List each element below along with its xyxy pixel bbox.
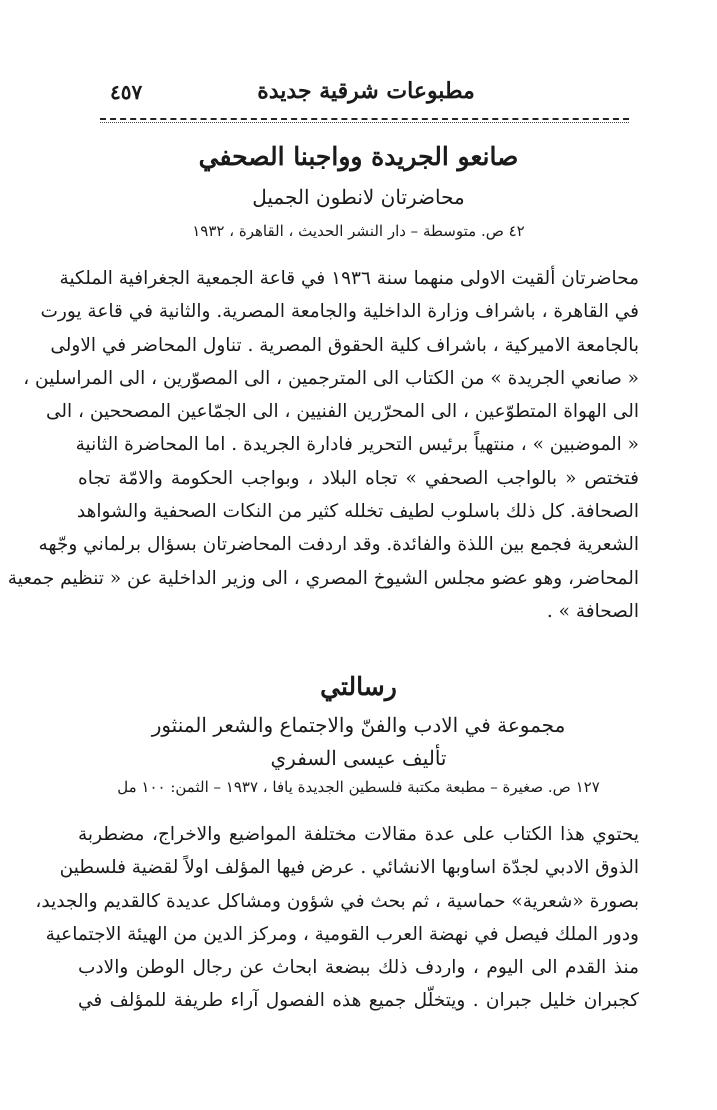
review1-line: الصحافة » . <box>546 600 639 622</box>
review1-line: الشعرية فجمع بين اللذة والفائدة. وقد اردفت المحاضرتان بسؤال برلماني وجّهه <box>38 534 639 556</box>
review2-body <box>35 818 639 1018</box>
review1-line: بالجامعة الاميركية ، باشراف كلية الحقوق المصرية . تناول المحاضر في الاولى <box>50 334 639 356</box>
header-rule-dotted <box>100 122 629 123</box>
review2-line: كجبران خليل جبران . ويتخلّل جميع هذه الفصول آراء طريفة للمؤلف في <box>78 990 639 1012</box>
review1-line: « صانعي الجريدة » من الكتاب الى المترجمين ، الى المصوّرين ، الى المراسلين ، <box>23 367 639 389</box>
review1-title: صانعو الجريدة وواجبنا الصحفي <box>198 142 519 171</box>
review1-subtitle: محاضرتان لانطون الجميل <box>252 185 465 209</box>
review1-line: الى الهواة المتطوّعين ، الى المحرّرين الفنيين ، الى الجمّاعين المصححين ، الى <box>45 401 639 423</box>
review1-line: الصحافة. كل ذلك باسلوب لطيف تخلله كثير من النكات الصحفية والشواهد <box>76 501 639 523</box>
running-title: مطبوعات شرقية جديدة <box>257 78 475 104</box>
review2-publication: ١٢٧ ص. صغيرة – مطبعة مكتبة فلسطين الجديدة يافا ، ١٩٣٧ – الثمن: ١٠٠ مل <box>117 778 600 796</box>
review2-line: الذوق الادبي لجدّة اساوبها الانشائي . عرض فيها المؤلف اولاً لقضية فلسطين <box>59 857 639 879</box>
review2-line: بصورة «شعرية» حماسية ، ثم بحث في شؤون ومشاكل عديدة كالقديم والجديد، <box>35 890 639 912</box>
review2-line: ودور الملك فيصل في نهضة العرب القومية ، ومركز الدين من الهيئة الاجتماعية <box>45 923 639 945</box>
review1-line: في القاهرة ، باشراف وزارة الداخلية والجامعة المصرية. والثانية في قاعة يورت <box>40 301 639 323</box>
review2-author: تأليف عيسى السفري <box>270 746 447 770</box>
review1-line: فتختص « بالواجب الصحفي » تجاه البلاد ، وبواجب الحكومة والامّة تجاه <box>78 467 639 489</box>
header-rule <box>100 118 629 120</box>
review1-line: محاضرتان ألقيت الاولى منهما سنة ١٩٣٦ في قاعة الجمعية الجغرافية الملكية <box>59 268 639 289</box>
review2-subtitle: مجموعة في الادب والفنّ والاجتماع والشعر المنثور <box>151 713 566 737</box>
review2-title: رسالتي <box>320 672 397 701</box>
running-header <box>110 78 622 114</box>
page-number: ٤٥٧ <box>110 80 143 104</box>
review1-body <box>7 262 639 628</box>
review2-line: منذ القدم الى اليوم ، واردف ذلك ببضعة ابحاث عن رجال الوطن والادب <box>78 957 639 979</box>
review2-line: يحتوي هذا الكتاب على عدة مقالات مختلفة المواضيع والاخراج، مضطربة <box>78 824 639 845</box>
review1-line: « الموضبين » ، منتهياً برئيس التحرير فادارة الجريدة . اما المحاضرة الثانية <box>75 434 639 456</box>
review1-line: المحاضر، وهو عضو مجلس الشيوخ المصري ، الى وزير الداخلية عن « تنظيم جمعية <box>7 567 639 589</box>
review1-publication: ٤٢ ص. متوسطة – دار النشر الحديث ، القاهرة ، ١٩٣٢ <box>192 222 525 240</box>
